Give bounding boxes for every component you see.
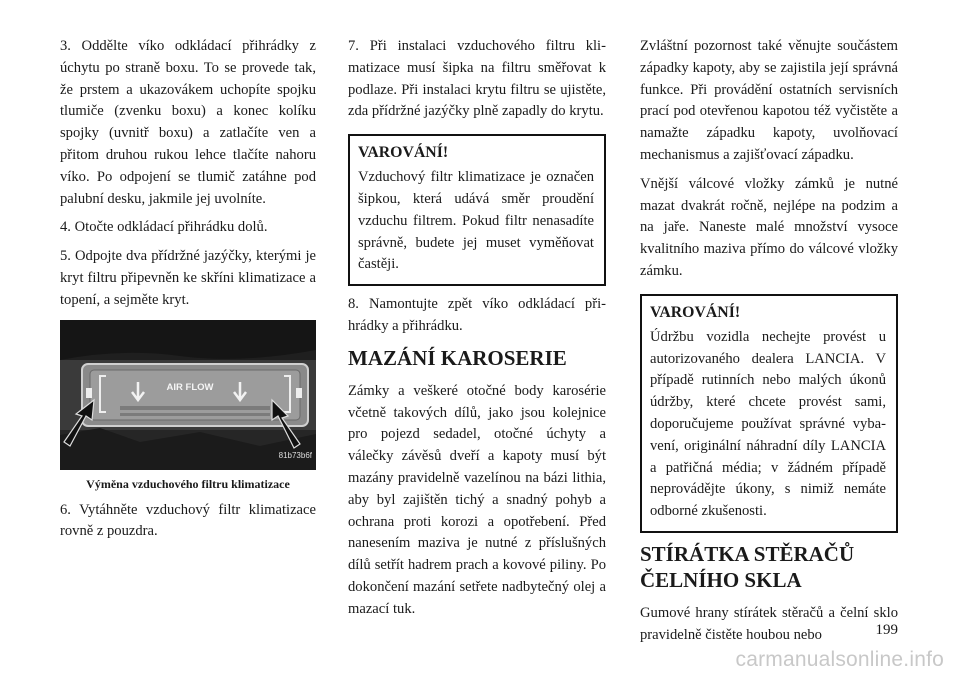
page-number: 199 (875, 622, 898, 638)
air-filter-figure (60, 320, 316, 470)
warning-box (640, 294, 898, 533)
watermark: carmanualsonline.info (735, 648, 944, 671)
column-left (60, 36, 316, 550)
hood-latch-text: Zvláštní pozornost také věnujte součástem západky kapoty, aby se zajistila její správná funkce. Při provádění ostatních servisních prací pod otevřenou kapotou též vyčistěte a namažte západku kapoty, uvolňovací mechanismus a zajišťovací západku. (640, 38, 898, 163)
section-body: Zámky a veškeré otočné body karosérie včetně takových dílů, jako jsou kolejnice pro pojezd sedadel, otočné úchyty a válečky závěsů dveří a kapoty musí být mazány pravidelně vazelínou na bázi lithia, aby byl zajištěn tichý a snadný pohyb a ochrana proti korozi a opotřebení. Před nanesením maziva je nutné z příslušných dílů setřít hadrem prach a kovové piliny. Po dokončení mazání setřete nadbytečný olej a mazací tuk. (348, 382, 606, 617)
step-4-text: 4. Otočte odkládací přihrádku dolů. (60, 219, 268, 236)
warning-title: VAROVÁNÍ! (650, 303, 741, 321)
column-middle (348, 36, 606, 628)
lock-cylinder-text: Vnější válcové vložky zámků je nutné mazat dvakrát ročně, nejlépe na podzim a na jaře. Naneste malé množství vysoce kvalitního maziva přímo do válcové vložky zámku. (640, 175, 898, 279)
warning-text: Údržbu vozidla nechejte provést u autorizovaného dealera LANCIA. V případě rutinních nebo malých úkonů údržby, které chcete provést sami, doporučujeme používat správné vybavení, originální náhradní díly LANCIA a patřičná média; v žádném případě neprovádějte úkony, s nimiž nemáte odborné zkušenosti. (650, 328, 886, 520)
column-right (640, 36, 898, 654)
wiper-text: Gumové hrany stírátek stěračů a čelní sklo pravidelně čistěte houbou nebo (640, 604, 898, 643)
warning-box (348, 134, 606, 286)
step-3-text: 3. Oddělte víko odkládací přihrádky z úchytu po straně boxu. To se provede tak, že prstem a ukazovákem uchopíte spojku tlumiče (zvenku boxu) a konec kolíku spojky (uvnitř boxu) a zatlačíte ven a přitom druhou rukou lehce tlačíte nahoru víko. Po odpojení se tlumič zatáhne pod palubní desku, jakmile jej uvolníte. (60, 38, 316, 207)
step-8-text: 8. Namontujte zpět víko odkládací přihrádky a přihrádku. (348, 296, 606, 334)
step-5-text: 5. Odpojte dva přídržné jazýčky, kterými je kryt filtru připevněn ke skříni klimatizace a topení, a sejměte kryt. (60, 248, 316, 308)
section-heading: MAZÁNÍ KAROSERIE (348, 345, 567, 370)
figure-caption: Výměna vzduchového filtru klimatizace (86, 476, 290, 491)
step-6-text: 6. Vytáhněte vzduchový filtr klimatizace rovně z pouzdra. (60, 501, 316, 540)
air-flow-label: AIR FLOW (166, 381, 214, 393)
warning-title: VAROVÁNÍ! (358, 144, 449, 162)
section-heading: STÍRÁTKA STĚRAČŮ ČELNÍHO SKLA (640, 541, 855, 592)
air-filter-illustration (60, 320, 316, 470)
figure-code: 81b73b6f (278, 450, 312, 460)
step-7-text: 7. Při instalaci vzduchového filtru klimatizace musí šipka na filtru směřovat k podlaze. Při instalaci krytu filtru se ujistěte, zda přídržné jazýčky plně zapadly do krytu. (348, 38, 606, 120)
warning-text: Vzduchový filtr klimatizace je označen šipkou, která udává směr proudění vzduchu filtrem. Pokud filtr nenasadíte správně, budete jej muset vyměňovat častěji. (358, 169, 594, 273)
